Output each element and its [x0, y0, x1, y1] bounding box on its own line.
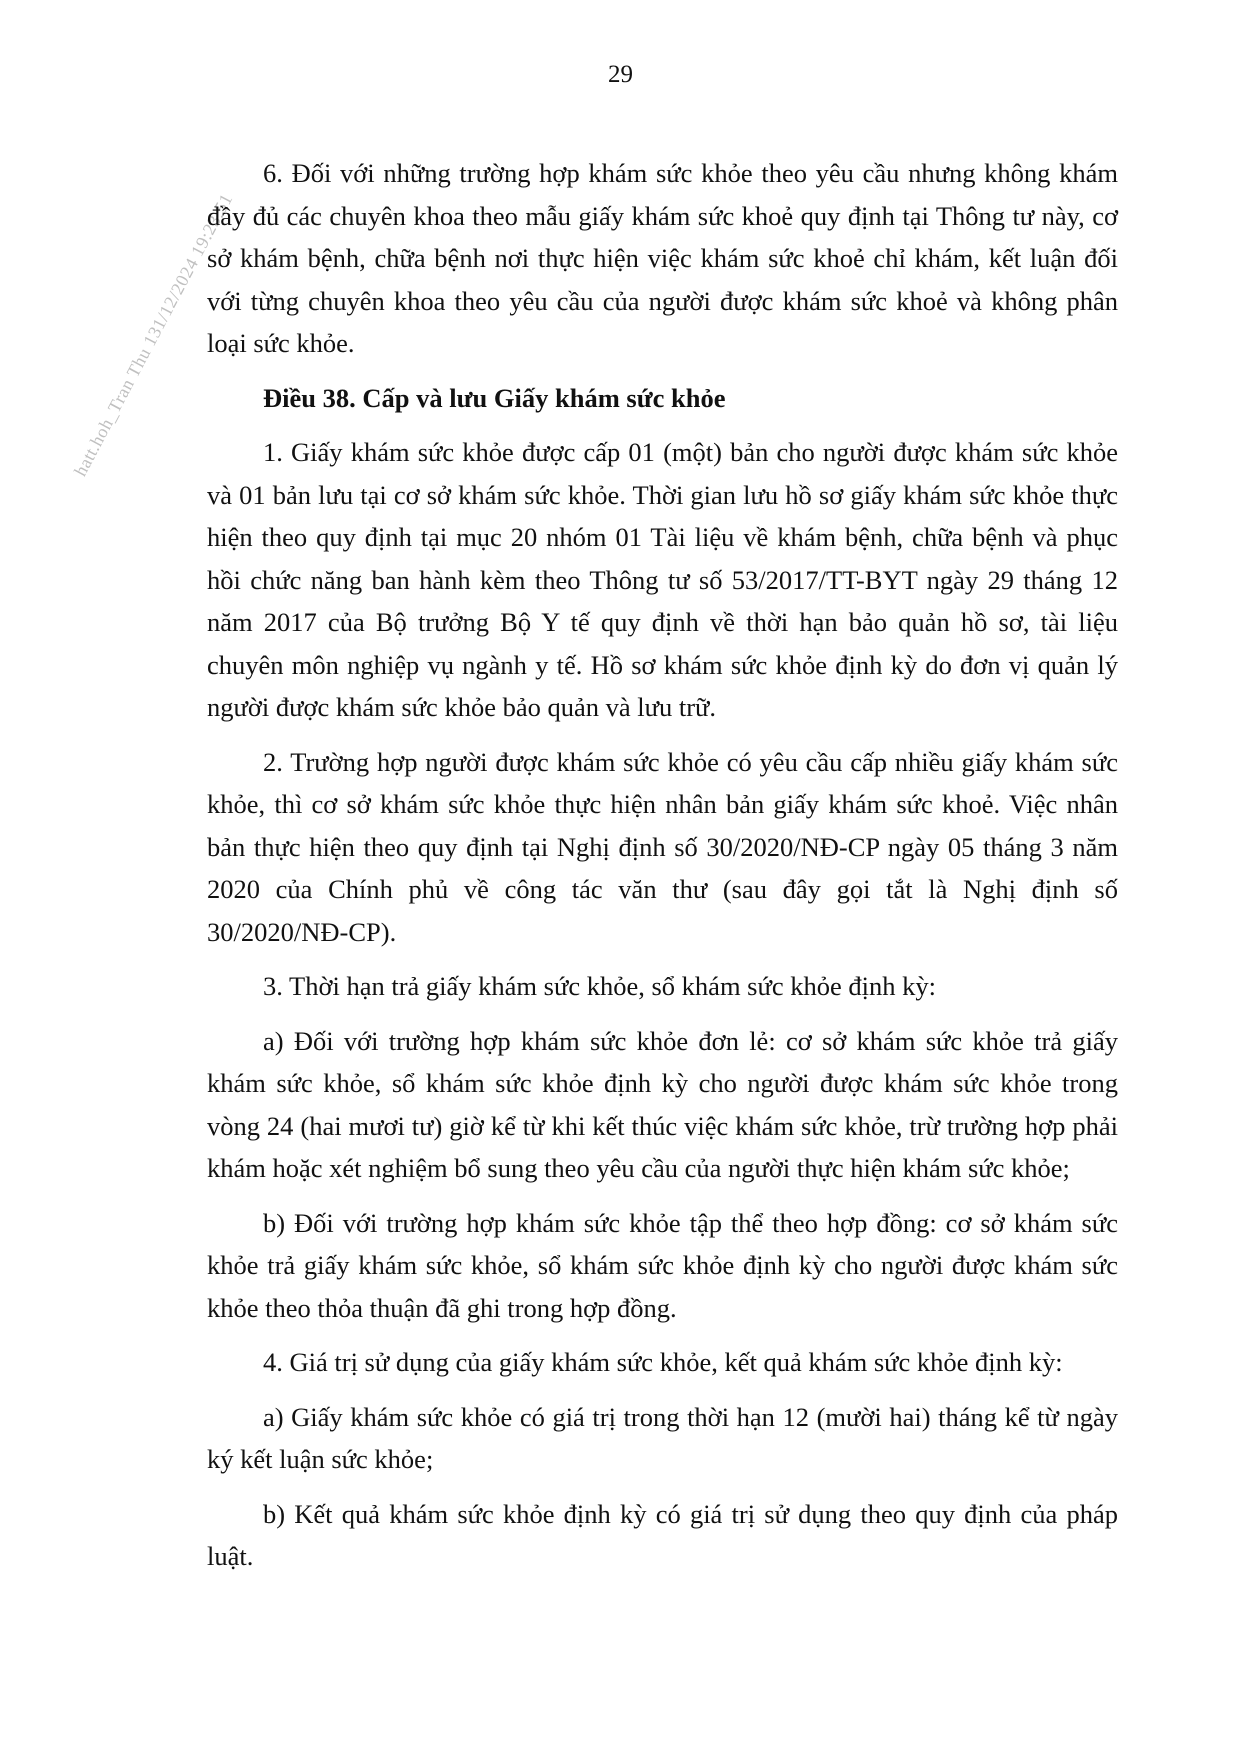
paragraph-3b: b) Đối với trường hợp khám sức khỏe tập thể theo hợp đồng: cơ sở khám sức khỏe trả giấy khám sức khỏe, sổ khám sức khỏe định kỳ cho người được khám sức khỏe theo thỏa thuận đã ghi trong hợp đồng. — [207, 1207, 1118, 1323]
paragraph-3a: a) Đối với trường hợp khám sức khỏe đơn lẻ: cơ sở khám sức khỏe trả giấy khám sức khỏe, sổ khám sức khỏe định kỳ cho người được khám sức khỏe trong vòng 24 (hai mươi tư) giờ kể từ khi kết thúc việc khám sức khỏe, trừ trường hợp phải khám hoặc xét nghiệm bổ sung theo yêu cầu của người thực hiện khám sức khỏe; — [207, 1025, 1118, 1183]
paragraph-6: 6. Đối với những trường hợp khám sức khỏe theo yêu cầu nhưng không khám đầy đủ các chuyên khoa theo mẫu giấy khám sức khoẻ quy định tại Thông tư này, cơ sở khám bệnh, chữa bệnh nơi thực hiện việc khám sức khoẻ chỉ khám, kết luận đối với từng chuyên khoa theo yêu cầu của người được khám sức khoẻ và không phân loại sức khỏe. — [207, 158, 1118, 358]
watermark-text: hatt.hoh_Tran Thu 131/12/2024 19:23:51 — [70, 190, 237, 480]
document-body — [207, 152, 1118, 1590]
paragraph-1: 1. Giấy khám sức khỏe được cấp 01 (một) bản cho người được khám sức khỏe và 01 bản lưu tại cơ sở khám sức khỏe. Thời gian lưu hồ sơ giấy khám sức khỏe thực hiện theo quy định tại mục 20 nhóm 01 Tài liệu về khám bệnh, chữa bệnh và phục hồi chức năng ban hành kèm theo Thông tư số 53/2017/TT-BYT ngày 29 tháng 12 năm 2017 của Bộ trưởng Bộ Y tế quy định về thời hạn bảo quản hồ sơ, tài liệu chuyên môn nghiệp vụ ngành y tế. Hồ sơ khám sức khỏe định kỳ do đơn vị quản lý người được khám sức khỏe bảo quản và lưu trữ. — [207, 437, 1118, 722]
paragraph-4: 4. Giá trị sử dụng của giấy khám sức khỏe, kết quả khám sức khỏe định kỳ: — [263, 1347, 1063, 1377]
article-38-heading: Điều 38. Cấp và lưu Giấy khám sức khỏe — [263, 382, 726, 413]
paragraph-4a: a) Giấy khám sức khỏe có giá trị trong thời hạn 12 (mười hai) tháng kể từ ngày ký kết luận sức khỏe; — [207, 1401, 1118, 1474]
page-number: 29 — [608, 61, 633, 88]
paragraph-3: 3. Thời hạn trả giấy khám sức khỏe, sổ khám sức khỏe định kỳ: — [263, 971, 936, 1001]
paragraph-4b: b) Kết quả khám sức khỏe định kỳ có giá trị sử dụng theo quy định của pháp luật. — [207, 1498, 1118, 1571]
paragraph-2: 2. Trường hợp người được khám sức khỏe có yêu cầu cấp nhiều giấy khám sức khỏe, thì cơ sở khám sức khỏe thực hiện nhân bản giấy khám sức khoẻ. Việc nhân bản thực hiện theo quy định tại Nghị định số 30/2020/NĐ-CP ngày 05 tháng 3 năm 2020 của Chính phủ về công tác văn thư (sau đây gọi tắt là Nghị định số 30/2020/NĐ-CP). — [207, 746, 1118, 947]
